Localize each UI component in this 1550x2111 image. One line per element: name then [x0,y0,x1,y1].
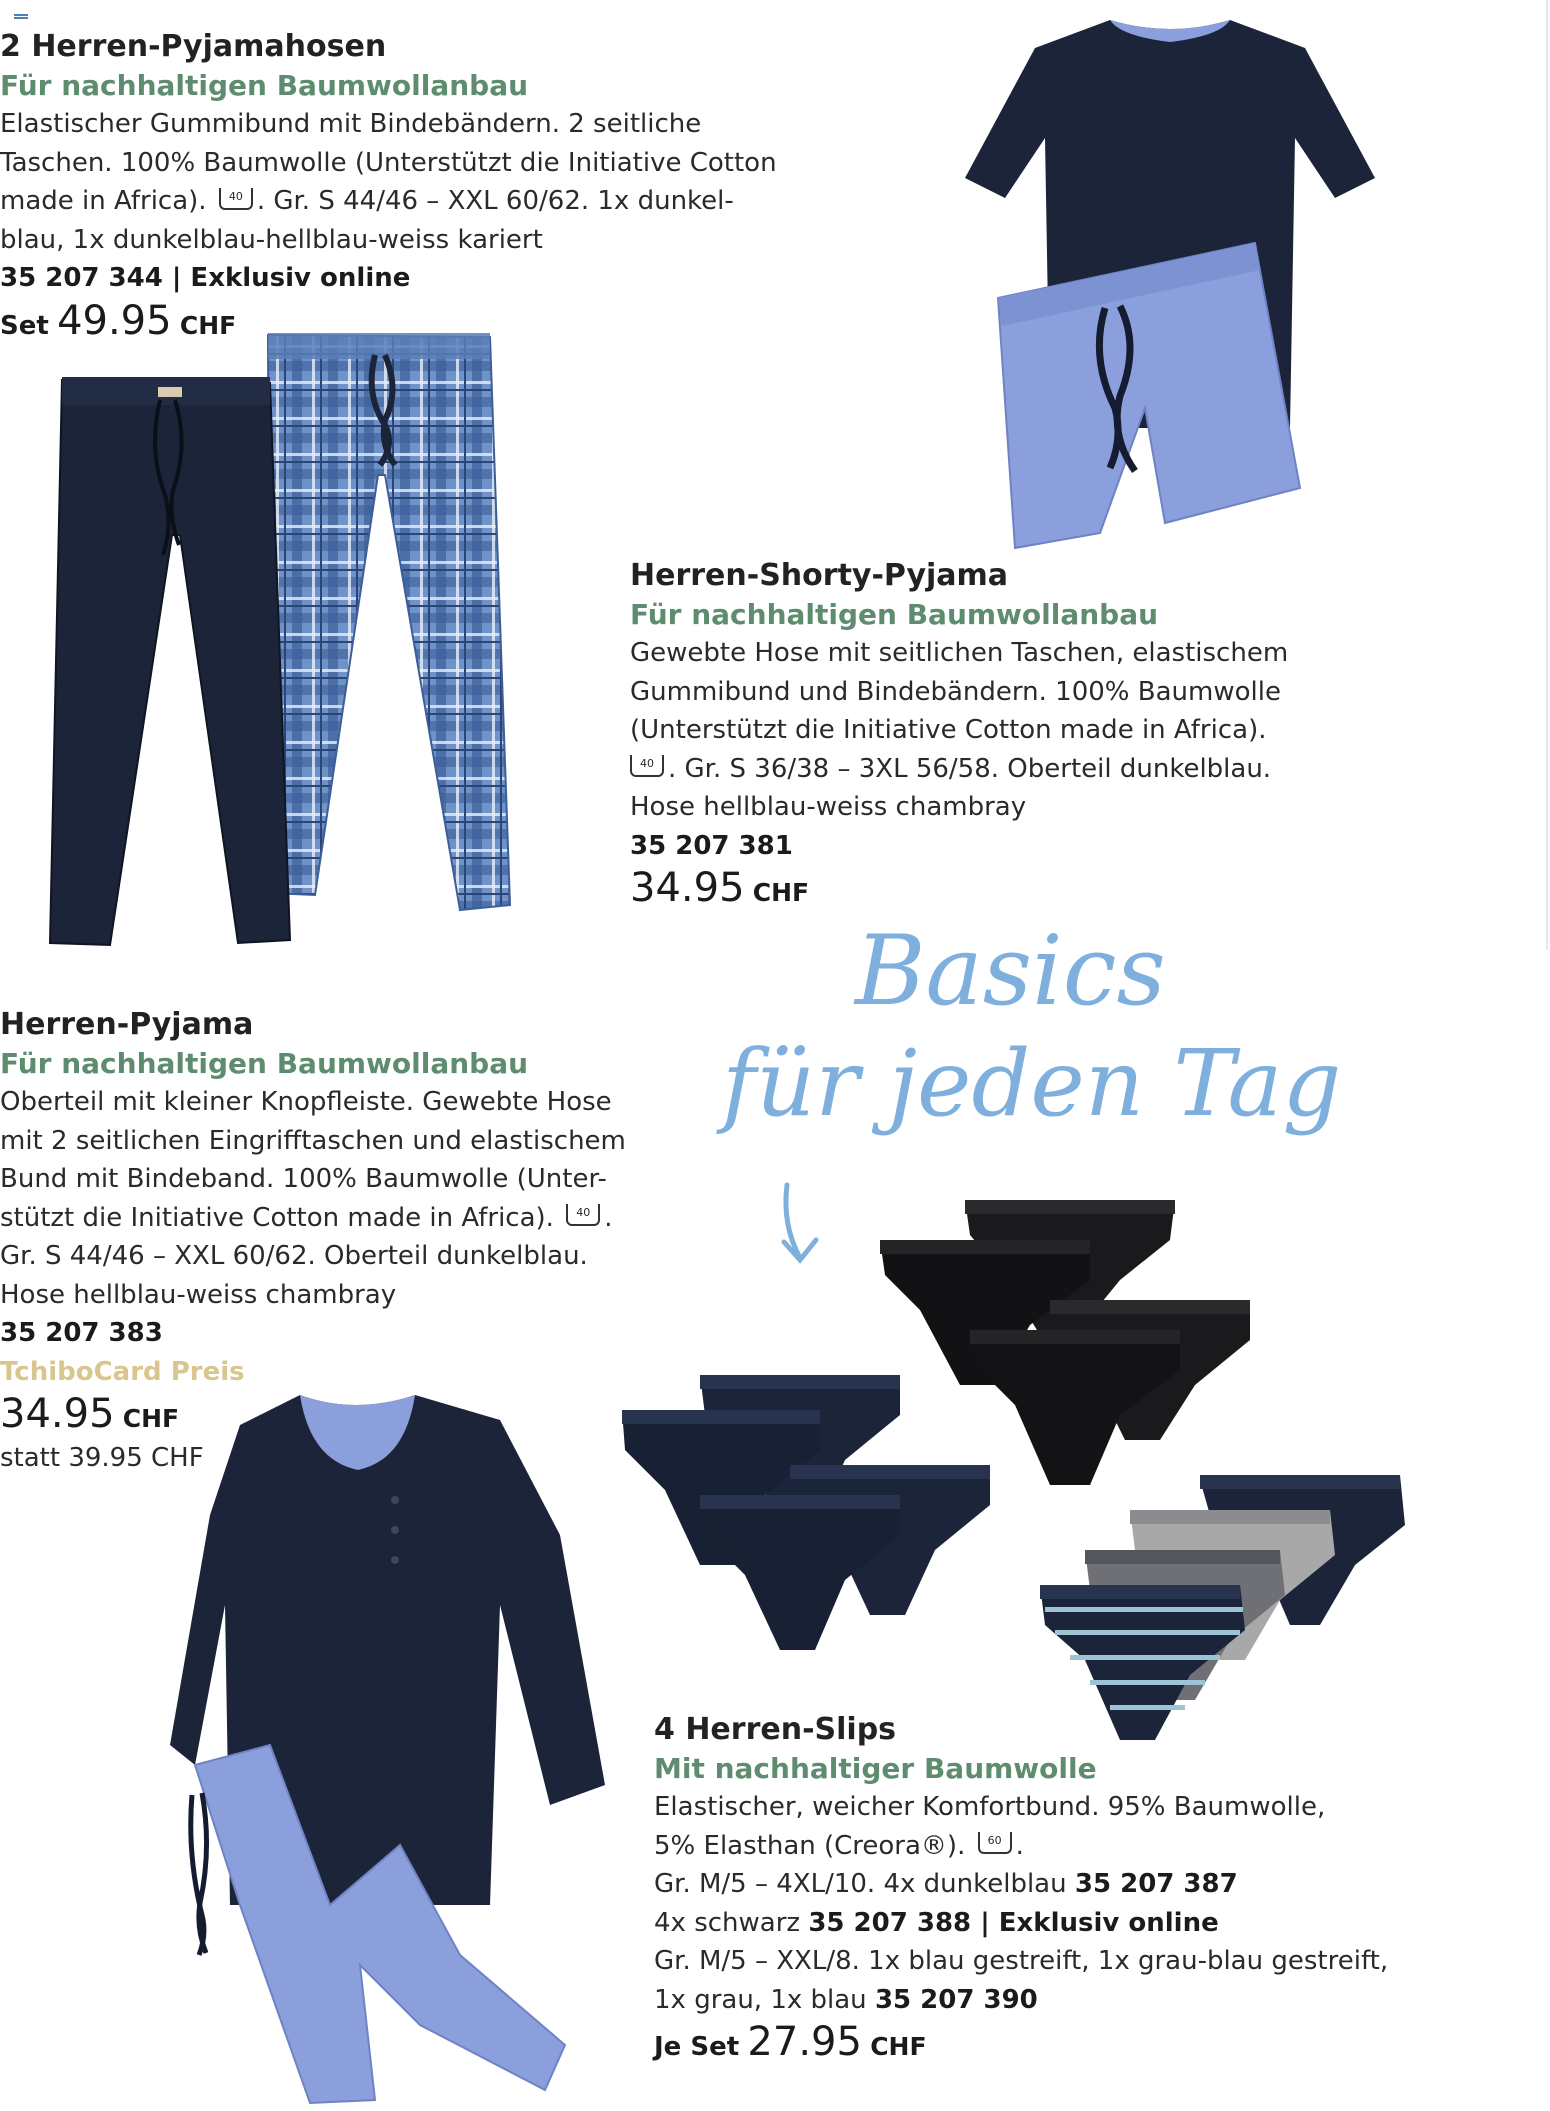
product-desc-line: Gr. M/5 – 4XL/10. 4x dunkelblau 35 207 387 [654,1869,1238,1899]
price [630,865,1370,913]
washing-60-icon: 60 [978,1832,1012,1854]
product-subtitle: Für nachhaltigen Baumwollanbau [0,69,529,102]
product-desc-line: made in Africa). 40 . Gr. S 44/46 – XXL 60/62. 1x dunkel- [0,186,734,216]
article-number: 35 207 387 [1074,1869,1238,1899]
product-title: 4 Herren-Slips [654,1712,897,1747]
product-desc-line: Gewebte Hose mit seitlichen Taschen, elastischem [630,638,1289,668]
pyjama-pants-image [40,325,520,950]
script-heading-line2: für jeden Tag [722,1030,1342,1137]
price-prefix: Set [0,310,49,341]
tchibocard-label: TchiboCard Preis [0,1356,245,1387]
black-briefs [880,1200,1250,1485]
page-marker [14,14,28,20]
article-number: 35 207 381 [630,830,793,861]
product-desc-line: Gr. S 44/46 – XXL 60/62. Oberteil dunkelblau. [0,1241,588,1271]
product-slips [654,1710,1394,2067]
product-desc-line: 1x grau, 1x blau 35 207 390 [654,1984,1038,2015]
price-value: 27.95 [747,2019,862,2065]
price-value: 34.95 [0,1391,115,1437]
product-pyjamahosen [0,27,777,345]
product-desc-line: 4x schwarz 35 207 388 | Exklusiv online [654,1907,1219,1938]
washing-40-icon: 40 [566,1204,600,1226]
price-currency: CHF [122,1404,180,1433]
price-currency: CHF [179,310,237,340]
product-desc-line: Elastischer, weicher Komfortbund. 95% Baumwolle, [654,1792,1326,1822]
navy-pants [50,380,290,945]
price-prefix: Je Set [654,2032,740,2062]
product-subtitle: Für nachhaltigen Baumwollanbau [630,598,1159,631]
price-currency: CHF [870,2032,927,2061]
product-desc-line: 40 . Gr. S 36/38 – 3XL 56/58. Oberteil dunkelblau. [630,750,1370,789]
product-desc-line: Hose hellblau-weiss chambray [630,792,1027,822]
product-title: Herren-Pyjama [0,1007,254,1042]
price-currency: CHF [752,878,810,907]
product-desc-line: Oberteil mit kleiner Knopfleiste. Gewebte Hose [0,1087,612,1117]
price-value: 34.95 [630,865,745,911]
product-subtitle: Für nachhaltigen Baumwollanbau [0,1047,529,1080]
product-desc-line: Elastischer Gummibund mit Bindebändern. 2 seitliche [0,109,702,139]
striped-briefs [1040,1475,1405,1740]
product-desc-line: blau, 1x dunkelblau-hellblau-weiss kariert [0,224,543,255]
product-desc-line: 5% Elasthan (Creora®). 60 . [654,1830,1024,1861]
page-divider [1546,0,1548,950]
article-number: 35 207 388 | Exklusiv online [808,1907,1219,1938]
navy-briefs [622,1375,990,1650]
script-heading-line1: Basics [855,915,1166,1027]
washing-40-icon: 40 [219,188,253,210]
article-number: 35 207 344 | Exklusiv online [0,263,411,293]
product-desc-line: Taschen. 100% Baumwolle (Unterstützt die Initiative Cotton [0,147,777,178]
price-value: 49.95 [57,297,172,344]
product-shorty [630,556,1370,913]
product-desc-line: mit 2 seitlichen Eingrifftaschen und elastischem [0,1125,626,1156]
washing-40-icon: 40 [630,755,664,777]
product-desc-line: Hose hellblau-weiss chambray [0,1279,397,1310]
article-number: 35 207 383 [0,1318,163,1348]
product-desc-line: Gummibund und Bindebändern. 100% Baumwolle [630,676,1281,707]
product-desc-line: (Unterstützt die Initiative Cotton made in Africa). [630,715,1267,745]
price [654,2019,1394,2067]
product-title: 2 Herren-Pyjamahosen [0,29,387,64]
article-number: 35 207 390 [874,1984,1038,2015]
long-pyjama-image [170,1385,610,2105]
product-desc-line: stützt die Initiative Cotton made in Africa). 40 . [0,1202,613,1233]
old-price: statt 39.95 CHF [0,1442,204,1473]
product-title: Herren-Shorty-Pyjama [630,558,1009,593]
shorty-pyjama-image [960,8,1380,568]
plaid-pants [268,335,510,910]
product-subtitle: Mit nachhaltiger Baumwolle [654,1752,1097,1785]
briefs-image [620,1195,1415,1755]
product-desc-line: Gr. M/5 – XXL/8. 1x blau gestreift, 1x grau-blau gestreift, [654,1946,1389,1976]
product-desc-line: Bund mit Bindeband. 100% Baumwolle (Unter- [0,1164,607,1194]
